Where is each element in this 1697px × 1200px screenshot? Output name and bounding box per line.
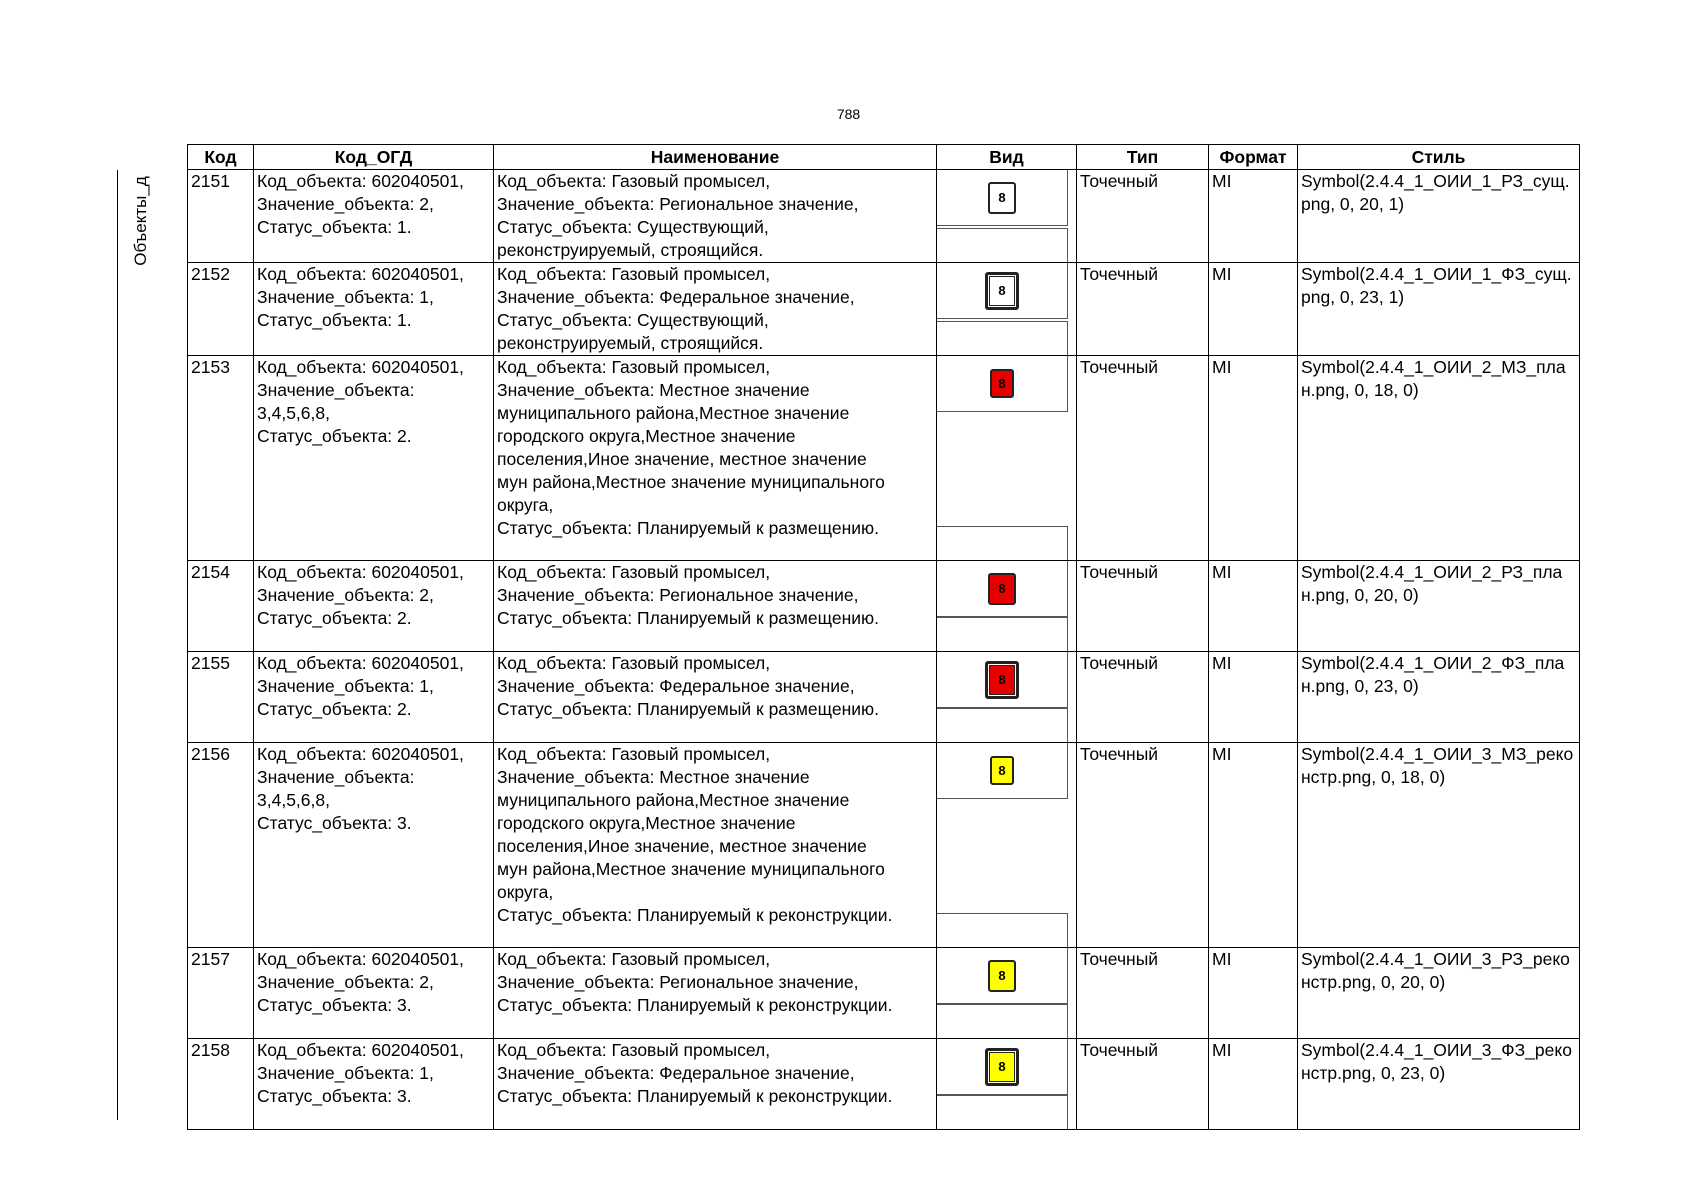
header-code: Код bbox=[188, 145, 254, 170]
cell-format: MI bbox=[1209, 170, 1298, 263]
ogd-line: Статус_объекта: 1. bbox=[257, 217, 412, 237]
ogd-line: Значение_объекта: 1, bbox=[257, 676, 434, 696]
name-line: Код_объекта: Газовый промысел, bbox=[497, 357, 771, 377]
view-symbol-frame bbox=[937, 652, 1068, 708]
cell-code: 2155 bbox=[188, 652, 254, 743]
name-line: поселения,Иное значение, местное значение bbox=[497, 836, 867, 856]
gas-flame-glyph: 8 bbox=[998, 283, 1006, 298]
ogd-line: Код_объекта: 602040501, bbox=[257, 171, 464, 191]
cell-name bbox=[494, 263, 937, 356]
gas-field-icon bbox=[990, 369, 1014, 398]
name-line: Значение_объекта: Региональное значение, bbox=[497, 972, 859, 992]
table-header-row bbox=[188, 145, 1580, 170]
table-row bbox=[188, 1039, 1580, 1130]
gas-flame-glyph: 8 bbox=[998, 672, 1006, 687]
name-line: городского округа,Местное значение bbox=[497, 426, 796, 446]
cell-code: 2153 bbox=[188, 356, 254, 561]
name-line: мун района,Местное значение муниципального bbox=[497, 472, 885, 492]
gas-field-icon bbox=[988, 182, 1016, 214]
cell-type: Точечный bbox=[1077, 1039, 1209, 1130]
name-line: Статус_объекта: Планируемый к реконструкции. bbox=[497, 1086, 893, 1106]
gas-flame-glyph: 8 bbox=[998, 376, 1006, 391]
name-line: округа, bbox=[497, 495, 554, 515]
header-view: Вид bbox=[937, 145, 1077, 170]
cell-view bbox=[937, 170, 1077, 263]
view-lower-frame bbox=[937, 526, 1068, 561]
header-format: Формат bbox=[1209, 145, 1298, 170]
cell-format: MI bbox=[1209, 356, 1298, 561]
cell-style: Symbol(2.4.4_1_ОИИ_3_МЗ_реконстр.png, 0, 18, 0) bbox=[1298, 743, 1580, 948]
view-symbol-frame bbox=[937, 948, 1068, 1004]
cell-view bbox=[937, 948, 1077, 1039]
cell-name bbox=[494, 170, 937, 263]
ogd-line: Значение_объекта: 2, bbox=[257, 585, 434, 605]
ogd-line: Статус_объекта: 2. bbox=[257, 608, 412, 628]
ogd-line: Код_объекта: 602040501, bbox=[257, 1040, 464, 1060]
view-lower-frame bbox=[937, 913, 1068, 948]
cell-style: Symbol(2.4.4_1_ОИИ_1_РЗ_сущ.png, 0, 20, 1) bbox=[1298, 170, 1580, 263]
table-row bbox=[188, 948, 1580, 1039]
name-line: Статус_объекта: Планируемый к реконструкции. bbox=[497, 995, 893, 1015]
ogd-line: Код_объекта: 602040501, bbox=[257, 357, 464, 377]
side-label: Объекты_д bbox=[131, 176, 150, 266]
ogd-line: Статус_объекта: 2. bbox=[257, 426, 412, 446]
cell-ogd bbox=[254, 170, 494, 263]
page-number: 788 bbox=[836, 106, 861, 122]
name-line: реконструируемый, строящийся. bbox=[497, 333, 764, 353]
cell-style: Symbol(2.4.4_1_ОИИ_2_ФЗ_план.png, 0, 23, 0) bbox=[1298, 652, 1580, 743]
ogd-line: Код_объекта: 602040501, bbox=[257, 653, 464, 673]
gas-field-icon bbox=[985, 272, 1019, 310]
name-line: Статус_объекта: Существующий, bbox=[497, 217, 769, 237]
ogd-line: Код_объекта: 602040501, bbox=[257, 744, 464, 764]
view-lower-frame bbox=[937, 1004, 1068, 1039]
ogd-line: 3,4,5,6,8, bbox=[257, 403, 330, 423]
cell-view bbox=[937, 561, 1077, 652]
cell-ogd bbox=[254, 743, 494, 948]
ogd-line: Значение_объекта: 1, bbox=[257, 1063, 434, 1083]
cell-ogd bbox=[254, 561, 494, 652]
view-symbol-frame bbox=[937, 170, 1068, 226]
cell-ogd bbox=[254, 1039, 494, 1130]
cell-view bbox=[937, 356, 1077, 561]
cell-type: Точечный bbox=[1077, 743, 1209, 948]
ogd-line: Статус_объекта: 3. bbox=[257, 995, 412, 1015]
ogd-line: Статус_объекта: 2. bbox=[257, 699, 412, 719]
view-lower-frame bbox=[937, 228, 1068, 263]
gas-field-icon bbox=[990, 756, 1014, 785]
cell-ogd bbox=[254, 263, 494, 356]
name-line: Значение_объекта: Региональное значение, bbox=[497, 194, 859, 214]
name-line: Код_объекта: Газовый промысел, bbox=[497, 264, 771, 284]
header-ogd: Код_ОГД bbox=[254, 145, 494, 170]
cell-type: Точечный bbox=[1077, 263, 1209, 356]
gas-field-icon bbox=[985, 661, 1019, 699]
header-style: Стиль bbox=[1298, 145, 1580, 170]
name-line: реконструируемый, строящийся. bbox=[497, 240, 764, 260]
cell-view bbox=[937, 652, 1077, 743]
cell-view bbox=[937, 1039, 1077, 1130]
name-line: округа, bbox=[497, 882, 554, 902]
view-symbol-frame bbox=[937, 743, 1068, 799]
cell-format: MI bbox=[1209, 1039, 1298, 1130]
ogd-line: Статус_объекта: 3. bbox=[257, 813, 412, 833]
name-line: Значение_объекта: Федеральное значение, bbox=[497, 1063, 855, 1083]
cell-style: Symbol(2.4.4_1_ОИИ_3_ФЗ_реконстр.png, 0, 23, 0) bbox=[1298, 1039, 1580, 1130]
cell-style: Symbol(2.4.4_1_ОИИ_3_РЗ_реконстр.png, 0, 20, 0) bbox=[1298, 948, 1580, 1039]
view-symbol-frame bbox=[937, 1039, 1068, 1095]
cell-view bbox=[937, 263, 1077, 356]
table-row bbox=[188, 652, 1580, 743]
ogd-line: Код_объекта: 602040501, bbox=[257, 562, 464, 582]
cell-format: MI bbox=[1209, 652, 1298, 743]
name-line: муниципального района,Местное значение bbox=[497, 790, 850, 810]
header-type: Тип bbox=[1077, 145, 1209, 170]
cell-type: Точечный bbox=[1077, 948, 1209, 1039]
ogd-line: Значение_объекта: 1, bbox=[257, 287, 434, 307]
ogd-line: Значение_объекта: bbox=[257, 380, 415, 400]
view-symbol-frame bbox=[937, 263, 1068, 319]
name-line: Статус_объекта: Планируемый к размещению. bbox=[497, 699, 879, 719]
cell-code: 2152 bbox=[188, 263, 254, 356]
cell-code: 2156 bbox=[188, 743, 254, 948]
cell-name bbox=[494, 356, 937, 561]
table-row bbox=[188, 356, 1580, 561]
name-line: Код_объекта: Газовый промысел, bbox=[497, 562, 771, 582]
ogd-line: Статус_объекта: 3. bbox=[257, 1086, 412, 1106]
ogd-line: Статус_объекта: 1. bbox=[257, 310, 412, 330]
cell-code: 2157 bbox=[188, 948, 254, 1039]
name-line: Статус_объекта: Планируемый к реконструкции. bbox=[497, 905, 893, 925]
cell-view bbox=[937, 743, 1077, 948]
name-line: поселения,Иное значение, местное значение bbox=[497, 449, 867, 469]
name-line: Значение_объекта: Региональное значение, bbox=[497, 585, 859, 605]
cell-style: Symbol(2.4.4_1_ОИИ_2_МЗ_план.png, 0, 18, 0) bbox=[1298, 356, 1580, 561]
cell-style: Symbol(2.4.4_1_ОИИ_2_РЗ_план.png, 0, 20, 0) bbox=[1298, 561, 1580, 652]
gas-field-icon bbox=[988, 573, 1016, 605]
cell-type: Точечный bbox=[1077, 170, 1209, 263]
gas-flame-glyph: 8 bbox=[998, 581, 1006, 596]
cell-format: MI bbox=[1209, 561, 1298, 652]
cell-code: 2158 bbox=[188, 1039, 254, 1130]
symbol-catalog-table bbox=[187, 144, 1580, 1130]
name-line: Код_объекта: Газовый промысел, bbox=[497, 1040, 771, 1060]
ogd-line: Значение_объекта: 2, bbox=[257, 972, 434, 992]
ogd-line: Код_объекта: 602040501, bbox=[257, 949, 464, 969]
cell-ogd bbox=[254, 652, 494, 743]
table-row bbox=[188, 743, 1580, 948]
view-lower-frame bbox=[937, 617, 1068, 652]
view-lower-frame bbox=[937, 321, 1068, 356]
ogd-line: 3,4,5,6,8, bbox=[257, 790, 330, 810]
gas-flame-glyph: 8 bbox=[998, 968, 1006, 983]
cell-type: Точечный bbox=[1077, 561, 1209, 652]
name-line: муниципального района,Местное значение bbox=[497, 403, 850, 423]
cell-ogd bbox=[254, 948, 494, 1039]
cell-format: MI bbox=[1209, 743, 1298, 948]
name-line: Значение_объекта: Федеральное значение, bbox=[497, 676, 855, 696]
name-line: Код_объекта: Газовый промысел, bbox=[497, 744, 771, 764]
name-line: Код_объекта: Газовый промысел, bbox=[497, 653, 771, 673]
name-line: Значение_объекта: Местное значение bbox=[497, 767, 810, 787]
gas-flame-glyph: 8 bbox=[998, 190, 1006, 205]
cell-format: MI bbox=[1209, 948, 1298, 1039]
cell-type: Точечный bbox=[1077, 652, 1209, 743]
cell-name bbox=[494, 743, 937, 948]
table-row bbox=[188, 263, 1580, 356]
view-symbol-frame bbox=[937, 561, 1068, 617]
cell-ogd bbox=[254, 356, 494, 561]
cell-style: Symbol(2.4.4_1_ОИИ_1_ФЗ_сущ.png, 0, 23, 1) bbox=[1298, 263, 1580, 356]
ogd-line: Значение_объекта: 2, bbox=[257, 194, 434, 214]
side-rule bbox=[117, 170, 118, 1120]
gas-field-icon bbox=[988, 960, 1016, 992]
cell-name bbox=[494, 948, 937, 1039]
name-line: Код_объекта: Газовый промысел, bbox=[497, 171, 771, 191]
name-line: Статус_объекта: Планируемый к размещению. bbox=[497, 608, 879, 628]
name-line: Код_объекта: Газовый промысел, bbox=[497, 949, 771, 969]
gas-flame-glyph: 8 bbox=[998, 763, 1006, 778]
header-name: Наименование bbox=[494, 145, 937, 170]
view-symbol-frame bbox=[937, 356, 1068, 412]
ogd-line: Код_объекта: 602040501, bbox=[257, 264, 464, 284]
cell-code: 2151 bbox=[188, 170, 254, 263]
gas-flame-glyph: 8 bbox=[998, 1059, 1006, 1074]
table-row bbox=[188, 561, 1580, 652]
view-lower-frame bbox=[937, 1095, 1068, 1130]
cell-name bbox=[494, 652, 937, 743]
cell-name bbox=[494, 1039, 937, 1130]
name-line: Значение_объекта: Местное значение bbox=[497, 380, 810, 400]
name-line: мун района,Местное значение муниципального bbox=[497, 859, 885, 879]
name-line: городского округа,Местное значение bbox=[497, 813, 796, 833]
name-line: Статус_объекта: Существующий, bbox=[497, 310, 769, 330]
cell-code: 2154 bbox=[188, 561, 254, 652]
table-row bbox=[188, 170, 1580, 263]
cell-name bbox=[494, 561, 937, 652]
name-line: Статус_объекта: Планируемый к размещению. bbox=[497, 518, 879, 538]
cell-type: Точечный bbox=[1077, 356, 1209, 561]
view-lower-frame bbox=[937, 708, 1068, 743]
name-line: Значение_объекта: Федеральное значение, bbox=[497, 287, 855, 307]
ogd-line: Значение_объекта: bbox=[257, 767, 415, 787]
cell-format: MI bbox=[1209, 263, 1298, 356]
gas-field-icon bbox=[985, 1048, 1019, 1086]
